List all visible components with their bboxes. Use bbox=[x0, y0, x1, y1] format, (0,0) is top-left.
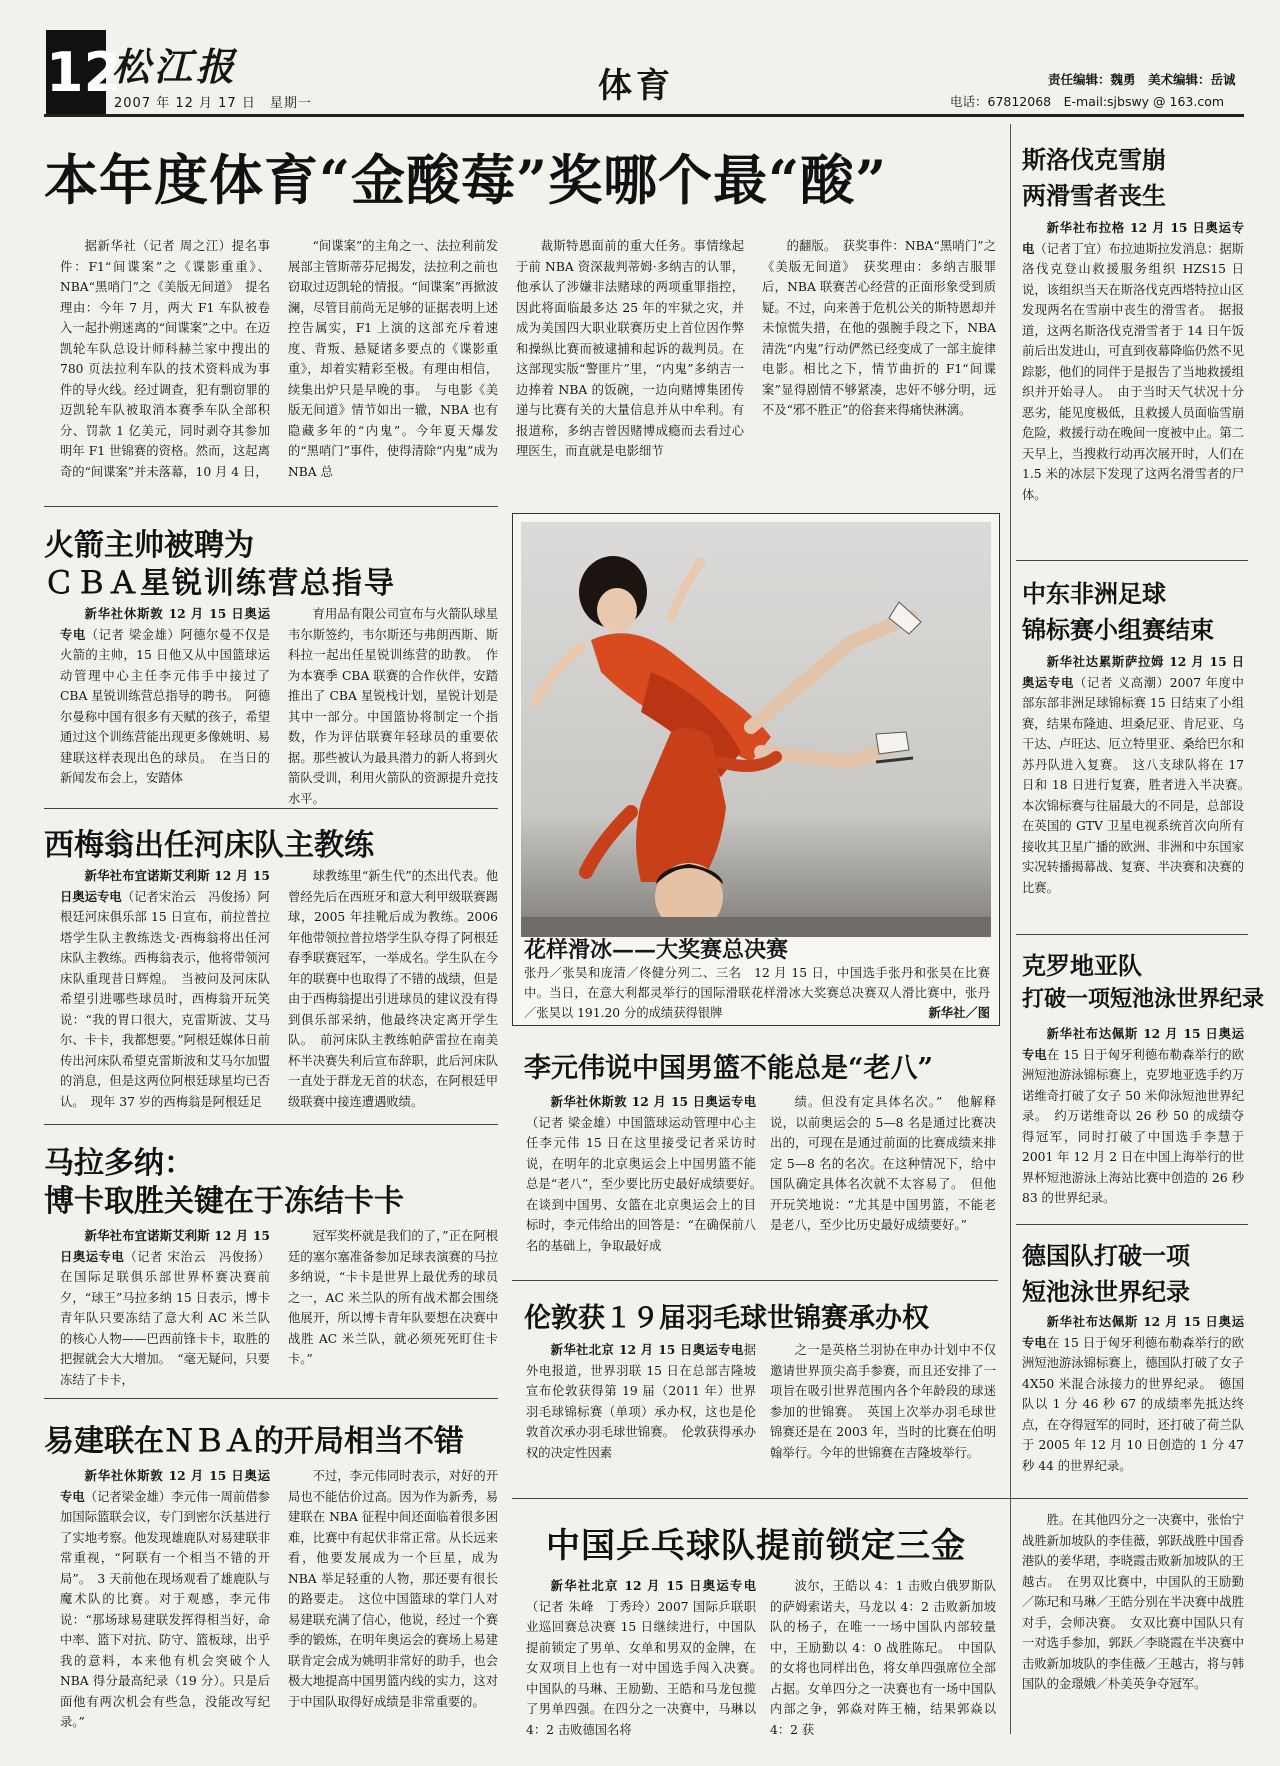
cecafa-headline-2: 锦标赛小组赛结束 bbox=[1022, 615, 1214, 644]
lead-col-4 bbox=[762, 236, 996, 512]
pingpong-col-2 bbox=[770, 1576, 996, 1752]
maradona-headline-1: 马拉多纳： bbox=[44, 1146, 194, 1181]
cecafa-dateline: 新华社达累斯萨拉姆 12 月 15 日奥运专电 bbox=[1022, 654, 1244, 690]
cecafa-headline-1: 中东非洲足球 bbox=[1022, 579, 1166, 608]
yi-col-1 bbox=[60, 1466, 270, 1750]
germany-headline-2: 短池泳世界纪录 bbox=[1022, 1277, 1190, 1306]
divider bbox=[44, 506, 498, 507]
croatia-headline-2: 打破一项短池泳世界纪录 bbox=[1022, 986, 1265, 1012]
divider bbox=[44, 1124, 498, 1125]
croatia-body bbox=[1022, 1024, 1244, 1218]
page-number: 12 bbox=[46, 30, 106, 116]
lead-headline: 本年度体育“金酸莓”奖哪个最“酸” bbox=[44, 148, 888, 212]
germany-dateline: 新华社布达佩斯 12 月 15 日奥运专电 bbox=[1022, 1314, 1244, 1350]
simeone-col-1 bbox=[60, 866, 270, 1116]
divider bbox=[44, 808, 498, 809]
yi-col-2-text: 不过，李元伟同时表示，对好的开局也不能估价过高。因为作为新秀，易建联在 NBA 征程中间还面临着很多困难，比赛中有起伏非常正常。从长远来看，他要发展成为一个巨星，成为 NBA 举足轻重的人物，那还要有很长的路要走。 这位中国篮球的掌门人对易建联充满了信心，他说，经过一个赛季的锻炼，在明年奥运会的赛场上易建联肯定会成为姚明非常好的助手，也会极大地提高中国男篮内线的实力，这对于中国队取得好成绩是非常重要的。 bbox=[288, 1469, 498, 1709]
skaters-illustration bbox=[521, 522, 991, 937]
pingpong-col-3-text: 胜。在其他四分之一决赛中，张怡宁战胜新加坡队的李佳薇，郭跃战胜中国香港队的姜华珺，李晓霞击败新加坡队的王越古。 在男双比赛中，中国队的王励勤／陈玘和马琳／王皓分别在半决赛中战胜对手，会师决赛。 女双比赛中国队只有一对选手参加，郭跃／李晓霞在半决赛中击败新加坡队的李佳薇／王越古，将与韩国队的金璟娥／朴美英争夺冠军。 bbox=[1022, 1513, 1244, 1691]
maradona-headline-2: 博卡取胜关键在于冻结卡卡 bbox=[44, 1184, 404, 1219]
avalanche-headline-2: 两滑雪者丧生 bbox=[1022, 181, 1166, 210]
pingpong-headline: 中国乒乓球队提前锁定三金 bbox=[546, 1526, 966, 1566]
photo-title: 花样滑冰——大奖赛总决赛 bbox=[524, 937, 789, 963]
badminton-dateline: 新华社北京 12 月 15 日奥运专电 bbox=[550, 1342, 744, 1357]
germany-text: 在 15 日于匈牙利德布勒森举行的欧洲短池游泳锦标赛上，德国队打破了女子 4X50 米混合泳接力的世界纪录。 德国队以 1 分 46 秒 67 的成绩率先抵达终点，在夺得冠军的同时，还打破了荷兰队于 2005 年 12 月 10 日创造的 1 分 47 秒 44 的世界纪录。 bbox=[1022, 1335, 1244, 1473]
pingpong-col-1 bbox=[526, 1576, 769, 1752]
maradona-col-1 bbox=[60, 1226, 270, 1392]
rockets-col-2-text: 育用品有限公司宣布与火箭队球星韦尔斯签约，韦尔斯还与弗朗西斯、斯科拉一起出任星锐训练营的助教。 作为本赛季 CBA 联赛的合作伙伴，安踏推出了 CBA 星锐栈计划，星锐计划是其中一部分。中国篮协将制定一个指数，作为评估联赛年轻球员的重要依据。那些被认为最具潜力的新人将到火箭队受训，利用火箭队的资源提升竞技水平。 bbox=[288, 607, 498, 806]
divider bbox=[512, 1280, 998, 1281]
avalanche-dateline: 新华社布拉格 12 月 15 日奥运专电 bbox=[1022, 220, 1244, 256]
li-dateline: 新华社休斯敦 12 月 15 日奥运专电 bbox=[550, 1094, 756, 1109]
maradona-col-2-text: 冠军奖杯就是我们的了，”正在阿根廷的塞尔塞准备参加足球表演赛的马拉多纳说，“卡卡是世界上最优秀的球员之一，AC 米兰队的所有战术都会围绕他展开，所以博卡青年队要想在决赛中战胜 AC 米兰队，就必须死死盯住卡卡。” bbox=[288, 1229, 498, 1366]
pingpong-dateline: 新华社北京 12 月 15 日奥运专电 bbox=[550, 1578, 756, 1593]
divider bbox=[512, 1498, 1248, 1499]
divider bbox=[1016, 1224, 1248, 1225]
cecafa-body bbox=[1022, 652, 1257, 928]
lead-col-2-text: “间谍案”的主角之一、法拉利前发展部主管斯蒂芬尼揭发，法拉利之前也窃取过迈凯轮的情报。“间谍案”再掀波澜，尽管目前尚无足够的证据表明上述控告属实，F1 上演的这部充斥着速度、背叛、悬疑诸多要点的《谍影重重》，却着实精彩至极。有理由相信，续集出炉只是早晚的事。 与电影《美版无间道》情节如出一辙，NBA 也有隐藏多年的“内鬼”。今年夏天爆发的“黑哨门”事件，使得清除“内鬼”成为 NBA 总 bbox=[288, 239, 498, 479]
avalanche-headline-1: 斯洛伐克雪崩 bbox=[1022, 145, 1166, 174]
photo-caption-text: 张丹／张昊和庞清／佟健分列二、三名 12 月 15 日，中国选手张丹和张昊在比赛中。当日，在意大利都灵举行的国际滑联花样滑冰大奖赛总决赛双人滑比赛中，张丹／张昊以 191.20 分的成绩获得银牌 bbox=[524, 966, 990, 1020]
badminton-col-1-text: 据外电报道，世界羽联 15 日在总部吉隆坡宣布伦敦获得第 19 届（2011 年）世界羽毛球锦标赛（单项）承办权，这也是伦敦首次承办羽毛球世锦赛。 伦敦获得承办权的决定性因素 bbox=[526, 1343, 756, 1460]
li-col-1-text: （记者 梁金雄）中国篮球运动管理中心主任李元伟 15 日在这里接受记者采访时说，在明年的北京奥运会上中国男篮不能总是“老八”，至少要比历史最好成绩要好。 在谈到中国男、女篮在北京奥运会上的目标时，李元伟给出的回答是：“在确保前八名的基础上，争取最好成 bbox=[526, 1115, 769, 1253]
germany-body bbox=[1022, 1312, 1244, 1492]
divider bbox=[44, 1398, 498, 1399]
li-col-1 bbox=[526, 1092, 769, 1272]
simeone-col-2 bbox=[288, 866, 498, 1116]
badminton-col-1 bbox=[526, 1340, 756, 1506]
avalanche-text: （记者丁宜）布拉迪斯拉发消息：据斯洛伐克登山救援服务组织 HZS15 日说，该组织当天在斯洛伐克西塔特拉山区发现两名在雪崩中丧生的滑雪者。 据报道，这两名斯洛伐克滑雪者于 14 日午饭前后出发进山，可直到夜幕降临仍然不见踪影，他们的同伴于是报告了当地救援组织并开始寻人。 由于当时天气状况十分恶劣，能见度极低，且救援人员面临雪崩危险，救援行动在晚间一度被中止。第二天早上，当搜救行动再次展开时，人们在 1.5 米的冰层下发现了这两名滑雪者的尸体。 bbox=[1022, 241, 1244, 502]
li-col-2 bbox=[770, 1092, 996, 1272]
editors-credit: 责任编辑：魏勇 美术编辑：岳诚 bbox=[1048, 72, 1236, 87]
issue-date: 2007 年 12 月 17 日 星期一 bbox=[114, 96, 312, 111]
figure-skating-photo bbox=[521, 522, 991, 937]
rockets-col-1 bbox=[60, 604, 270, 804]
avalanche-body bbox=[1022, 218, 1244, 550]
paper-name: 松江报 bbox=[112, 44, 239, 89]
contact-info: 电话：67812068 E-mail:sjbswy @ 163.com bbox=[950, 94, 1225, 109]
rockets-col-1-text: （记者 梁金雄）阿德尔曼不仅是火箭的主帅，15 日他又从中国篮球运动管理中心主任李元伟手中接过了 CBA 星锐训练营总指导的聘书。 阿德尔曼称中国有很多有天赋的孩子，希望通过这个训练营能出现更多像姚明、易建联这样表现出色的球员。 在当日的新闻发布会上，安踏体 bbox=[60, 627, 270, 785]
li-col-2-text: 绩。但没有定具体名次。” 他解释说，以前奥运会的 5—8 名是通过比赛决出的，可现在是通过前面的比赛成绩来排定 5—8 名的名次。在这种情况下，给中国队确定具体名次就不太容易了。 但他开玩笑地说：“尤其是中国男篮，不能老是老八，至少比历史最好成绩要好。” bbox=[770, 1095, 996, 1232]
pingpong-col-3 bbox=[1022, 1510, 1244, 1752]
lead-col-1 bbox=[60, 236, 270, 512]
divider bbox=[1016, 560, 1248, 561]
croatia-dateline: 新华社布达佩斯 12 月 15 日奥运专电 bbox=[1022, 1026, 1244, 1062]
rockets-dateline: 新华社休斯敦 12 月 15 日奥运专电 bbox=[60, 606, 270, 642]
badminton-col-2 bbox=[770, 1340, 996, 1506]
simeone-col-1-text: （记者宋治云 冯俊扬）阿根廷河床俱乐部 15 日宣布，前拉普拉塔学生队主教练迭戈·西梅翁将出任河床队主教练。西梅翁表示，他将带领河床队重现昔日辉煌。 当被问及河床队希望引进哪些球员时，西梅翁开玩笑说：“我的胃口很大，克雷斯波、艾马尔、卡卡，我都想要。”阿根廷媒体日前传出河床队希望克雷斯波和艾马尔加盟的消息，但是这两位阿根廷球星均已否认。 现年 37 岁的西梅翁是阿根廷足 bbox=[60, 889, 270, 1109]
li-headline: 李元伟说中国男篮不能总是“老八” bbox=[524, 1053, 934, 1084]
maradona-col-2 bbox=[288, 1226, 498, 1392]
lead-col-2 bbox=[288, 236, 498, 512]
lead-col-3 bbox=[516, 236, 744, 512]
rockets-headline-1: 火箭主帅被聘为 bbox=[44, 528, 254, 563]
photo-caption bbox=[524, 963, 990, 1023]
section-title: 体育 bbox=[598, 66, 674, 106]
lead-col-1-text: 据新华社（记者 周之江）提名事件：F1“间谍案”之《谍影重重》、NBA“黑哨门”之《美版无间道》 提名理由：今年 7 月，两大 F1 车队被卷入一起扑朔迷离的“间谍案”之中。在迈凯轮车队总设计师科赫兰家中搜出的 780 页法拉利车队的技术资料成为事件的导火线。经过调查，犯有剽窃罪的迈凯轮车队被取消本赛季车队全部积分、罚款 1 亿美元，同时剥夺其参加明年 F1 世锦赛的资格。然而，这起离奇的“间谍案”并未落幕，10 月 4 日， bbox=[60, 239, 270, 479]
croatia-headline-1: 克罗地亚队 bbox=[1022, 951, 1142, 980]
yi-col-1-text: （记者梁金雄）李元伟一周前借参加国际篮联会议，专门到密尔沃基进行了实地考察。他发现雄鹿队对易建联非常重视，“阿联有一个相当不错的开局”。 3 天前他在现场观看了雄鹿队与魔术队的比赛。对于观感，李元伟说：“那场球易建联发挥得相当好，命中率、篮下对抗、防守、篮板球，出乎我的意料，本来他有机会突破个人 NBA 得分最高纪录（19 分）。只是后面他有两次机会有些急，没能改写纪录。” bbox=[60, 1489, 270, 1729]
croatia-text: 在 15 日于匈牙利德布勒森举行的欧洲短池游泳锦标赛上，克罗地亚选手约万诺维奇打破了女子 50 米仰泳短池世界纪录。 约万诺维奇以 26 秒 50 的成绩夺得冠军，同时打破了中国选手李慧于 2001 年 12 月 2 日在中国上海举行的世界杯短池游泳上海站比赛中创造的 26 秒 83 的世界纪录。 bbox=[1022, 1047, 1244, 1205]
cecafa-text: （记者 义高潮）2007 年度中部东部非洲足球锦标赛 15 日结束了小组赛，结果布隆迪、坦桑尼亚、肯尼亚、乌干达、卢旺达、厄立特里亚、桑给巴尔和苏丹队进入复赛。 这八支球队将在 17 日和 18 日进行复赛，胜者进入半决赛。 本次锦标赛与往届最大的不同是，总部设在英国的 GTV 卫星电视系统首次向所有接收其卫星广播的欧洲、非洲和中东国家实况转播揭幕战、复赛、半决赛和决赛的比赛。 bbox=[1022, 675, 1257, 895]
rockets-col-2 bbox=[288, 604, 498, 804]
pingpong-col-1-text: （记者 朱峰 丁秀玲）2007 国际乒联职业巡回赛总决赛 15 日继续进行，中国队提前锁定了男单、女单和男双的金牌，在女双项目上也有一对中国选手闯入决赛。 中国队的马琳、王励勤、王皓和马龙包揽了男单四强。在四分之一决赛中，马琳以 4：2 击败德国名将 bbox=[526, 1599, 769, 1737]
pingpong-col-2-text: 波尔，王皓以 4：1 击败白俄罗斯队的萨姆索诺夫，马龙以 4：2 击败新加坡队的杨子，在唯一一场中国队内部较量中，王励勤以 4：0 战胜陈玘。 中国队的女将也同样出色，将女单四强席位全部占据。女单四分之一决赛也有一场中国队内部之争，郭焱对阵王楠，结果郭焱以 4：2 获 bbox=[770, 1579, 996, 1737]
maradona-dateline: 新华社布宜诺斯艾利斯 12 月 15 日奥运专电 bbox=[60, 1228, 270, 1264]
simeone-col-2-text: 球教练里“新生代”的杰出代表。他曾经先后在西班牙和意大利甲级联赛踢球，2005 年挂靴后成为教练。2006 年他带领拉普拉塔学生队夺得了阿根廷春季联赛冠军，一举成名。学生队在今年的联赛中也取得了不错的战绩，但是由于西梅翁提出引进球员的建议没有得到俱乐部采纳，他最终决定离开学生队。 前河床队主教练帕萨雷拉在南美杯半决赛失利后宣布辞职，此后河床队一直处于群龙无首的状态，在阿根廷甲级联赛中接连遭遇败绩。 bbox=[288, 869, 498, 1109]
masthead-rule bbox=[44, 114, 1244, 117]
germany-headline-1: 德国队打破一项 bbox=[1022, 1241, 1190, 1270]
yi-col-2 bbox=[288, 1466, 498, 1750]
yi-dateline: 新华社休斯敦 12 月 15 日奥运专电 bbox=[60, 1468, 270, 1504]
rockets-headline-2: ＣＢＡ星锐训练营总指导 bbox=[44, 566, 396, 601]
badminton-headline: 伦敦获１９届羽毛球世锦赛承办权 bbox=[524, 1303, 929, 1334]
divider bbox=[1016, 934, 1248, 935]
simeone-dateline: 新华社布宜诺斯艾利斯 12 月 15 日奥运专电 bbox=[60, 868, 270, 904]
simeone-headline: 西梅翁出任河床队主教练 bbox=[44, 828, 374, 863]
lead-col-3-text: 裁斯特恩面前的重大任务。事情缘起于前 NBA 资深裁判蒂姆·多纳吉的认罪，他承认了涉嫌非法赌球的两项重罪指控，因此将面临最多达 25 年的牢狱之灾，并成为美国四大职业联赛历史上首位因作弊和操纵比赛而被逮捕和起诉的裁判员。在这部现实版“警匪片”里，“内鬼”多纳吉一边捧着 NBA 的饭碗，一边向赌博集团传递与比赛有关的大量信息并从中牟利。有报道称，多纳吉曾因赌博成瘾而去看过心理医生，而直就是电影细节 bbox=[516, 239, 744, 458]
lead-col-4-text: 的翻版。 获奖事件：NBA“黑哨门”之《美版无间道》 获奖理由：多纳吉服罪后，NBA 联赛苦心经营的正面形象受到质疑。不过，向来善于危机公关的斯特恩却并未惊慌失措，在他的强腕手段之下，NBA 清洗“内鬼”行动俨然已经变成了一部主旋律电影。相比之下，情节曲折的 F1“间谍案”显得剧情不够紧凑，忠奸不够分明，远不及“邪不胜正”的俗套来得痛快淋漓。 bbox=[762, 239, 996, 417]
right-column-divider bbox=[1010, 124, 1011, 1734]
photo-credit: 新华社／图 bbox=[928, 1005, 990, 1020]
badminton-col-2-text: 之一是英格兰羽协在申办计划中不仅邀请世界顶尖高手参赛，而且还安排了一项旨在吸引世界范围内各个年龄段的球迷参加的世锦赛。 英国上次举办羽毛球世锦赛还是在 2003 年，当时的比赛在伯明翰举行。今年的世锦赛在吉隆坡举行。 bbox=[770, 1343, 996, 1460]
maradona-col-1-text: （记者 宋治云 冯俊扬）在国际足联俱乐部世界杯赛决赛前夕，“球王”马拉多纳 15 日表示，博卡青年队只要冻结了意大利 AC 米兰队的核心人物——巴西前锋卡卡，取胜的把握就会大大增加。 “毫无疑问，只要冻结了卡卡， bbox=[60, 1249, 270, 1387]
yi-headline: 易建联在ＮＢＡ的开局相当不错 bbox=[44, 1424, 464, 1459]
